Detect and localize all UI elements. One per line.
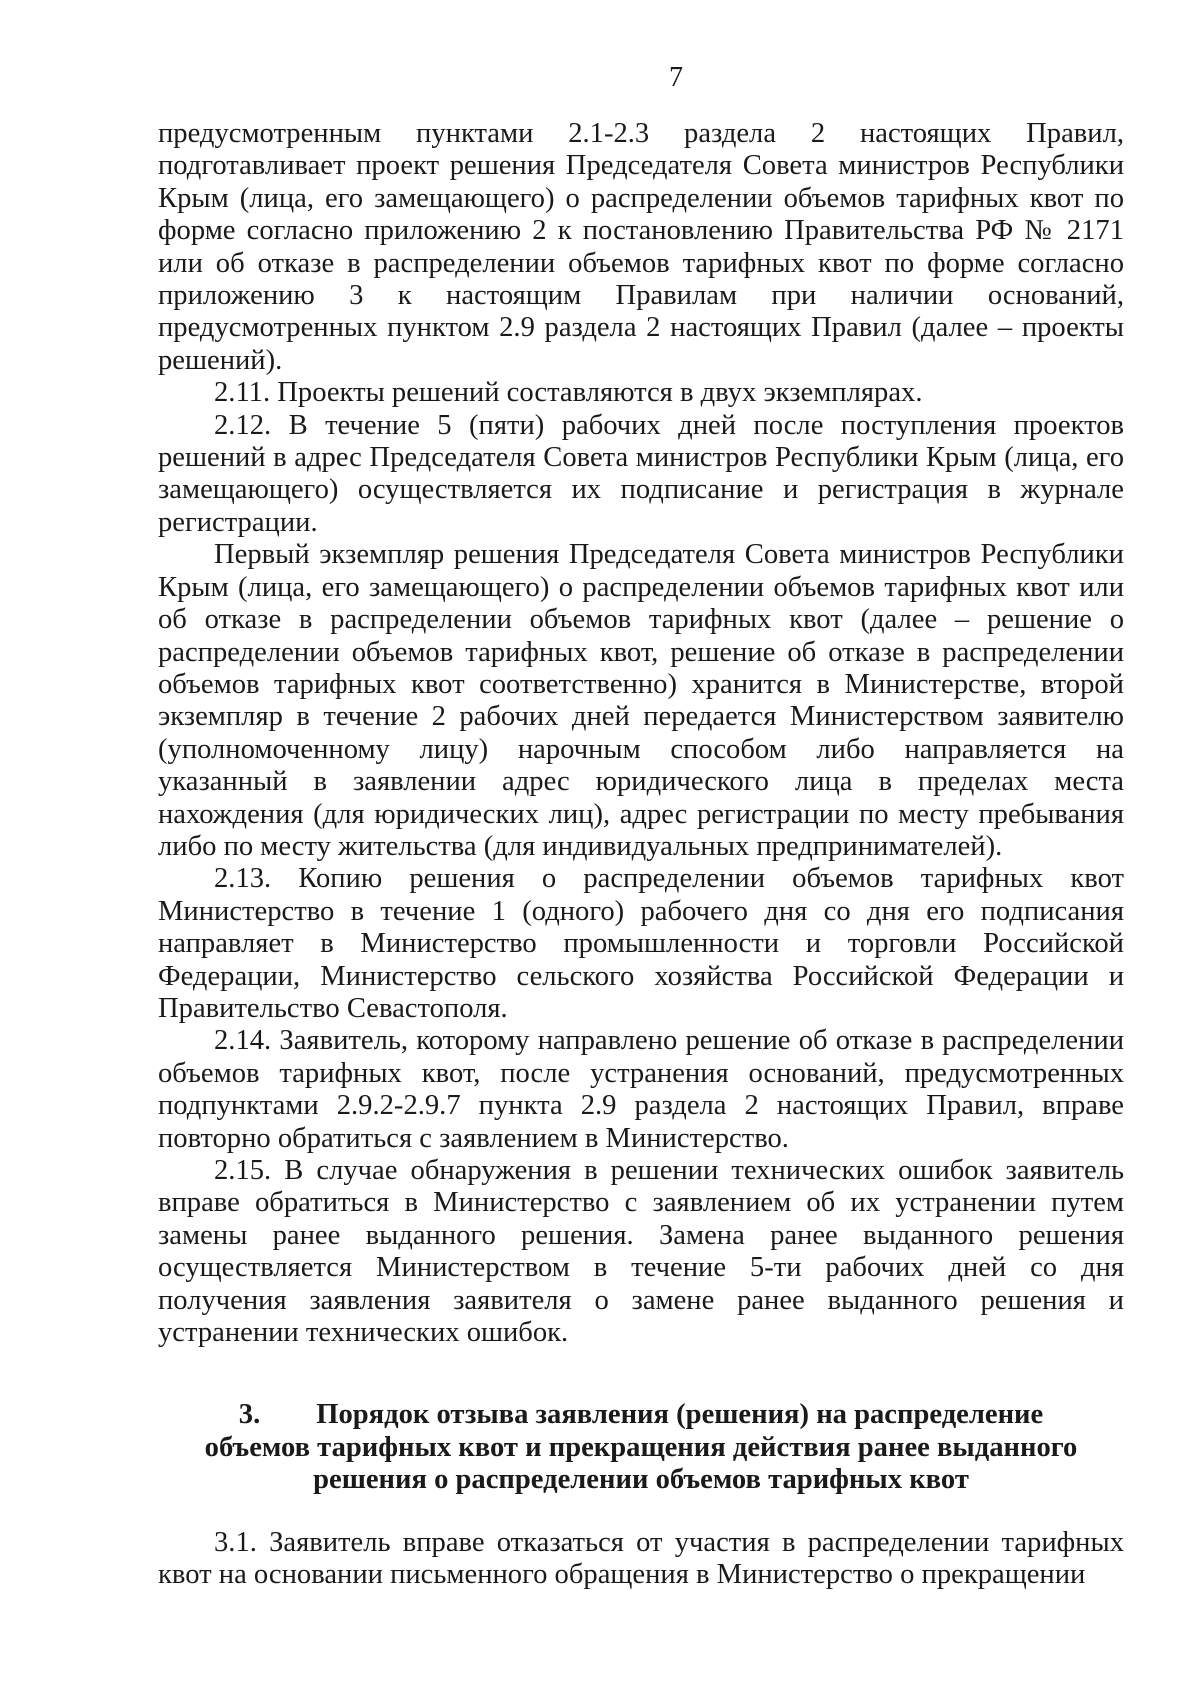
document-body (158, 118, 1124, 1591)
paragraph-continuation: предусмотренным пунктами 2.1-2.3 раздела 2 настоящих Правил, подготавливает проект решения Председателя Совета министров Республики Крым (лица, его замещающего) о распределении объемов тарифных квот по форме согласно приложению 2 к постановлению Правительства РФ № 2171 или об отказе в распределении объемов тарифных квот по форме согласно приложению 3 к настоящим Правилам при наличии оснований, предусмотренных пунктом 2.9 раздела 2 настоящих Правил (далее – проекты решений). (158, 118, 1124, 376)
section-title-line-3: решения о распределении объемов тарифных квот (313, 1464, 969, 1496)
section-heading-line-1 (158, 1399, 1124, 1431)
section-number: 3. (238, 1399, 261, 1431)
paragraph-2-11: 2.11. Проекты решений составляются в двух экземплярах. (214, 377, 923, 409)
paragraph-2-14: 2.14. Заявитель, которому направлено решение об отказе в распределении объемов тарифных квот, после устранения оснований, предусмотренных подпунктами 2.9.2-2.9.7 пункта 2.9 раздела 2 настоящих Правил, вправе повторно обратиться с заявлением в Министерство. (158, 1025, 1124, 1154)
paragraph-3-1: 3.1. Заявитель вправе отказаться от участия в распределении тарифных квот на основании письменного обращения в Министерство о прекращении (158, 1526, 1124, 1591)
section-title-line-1: Порядок отзыва заявления (решения) на распределение (316, 1399, 1044, 1431)
paragraph-2-13: 2.13. Копию решения о распределении объемов тарифных квот Министерство в течение 1 (одного) рабочего дня со дня его подписания направляет в Министерство промышленности и торговли Российской Федерации, Министерство сельского хозяйства Российской Федерации и Правительство Севастополя. (158, 863, 1124, 1024)
page-number: 7 (669, 62, 683, 93)
paragraph-first-copy: Первый экземпляр решения Председателя Совета министров Республики Крым (лица, его замещающего) о распределении объемов тарифных квот или об отказе в распределении объемов тарифных квот (далее – решение о распределении объемов тарифных квот, решение об отказе в распределении объемов тарифных квот соответственно) хранится в Министерстве, второй экземпляр в течение 2 рабочих дней передается Министерством заявителю (уполномоченному лицу) нарочным способом либо направляется на указанный в заявлении адрес юридического лица в пределах места нахождения (для юридических лиц), адрес регистрации по месту пребывания либо по месту жительства (для индивидуальных предпринимателей). (158, 539, 1124, 862)
paragraph-2-15: 2.15. В случае обнаружения в решении технических ошибок заявитель вправе обратиться в Министерство с заявлением об их устранении путем замены ранее выданного решения. Замена ранее выданного решения осуществляется Министерством в течение 5-ти рабочих дней со дня получения заявления заявителя о замене ранее выданного решения и устранении технических ошибок. (158, 1155, 1124, 1349)
section-heading (158, 1399, 1124, 1496)
paragraph-2-12: 2.12. В течение 5 (пяти) рабочих дней после поступления проектов решений в адрес Председателя Совета министров Республики Крым (лица, его замещающего) осуществляется их подписание и регистрация в журнале регистрации. (158, 409, 1124, 538)
section-title-line-2: объемов тарифных квот и прекращения действия ранее выданного (204, 1431, 1078, 1463)
